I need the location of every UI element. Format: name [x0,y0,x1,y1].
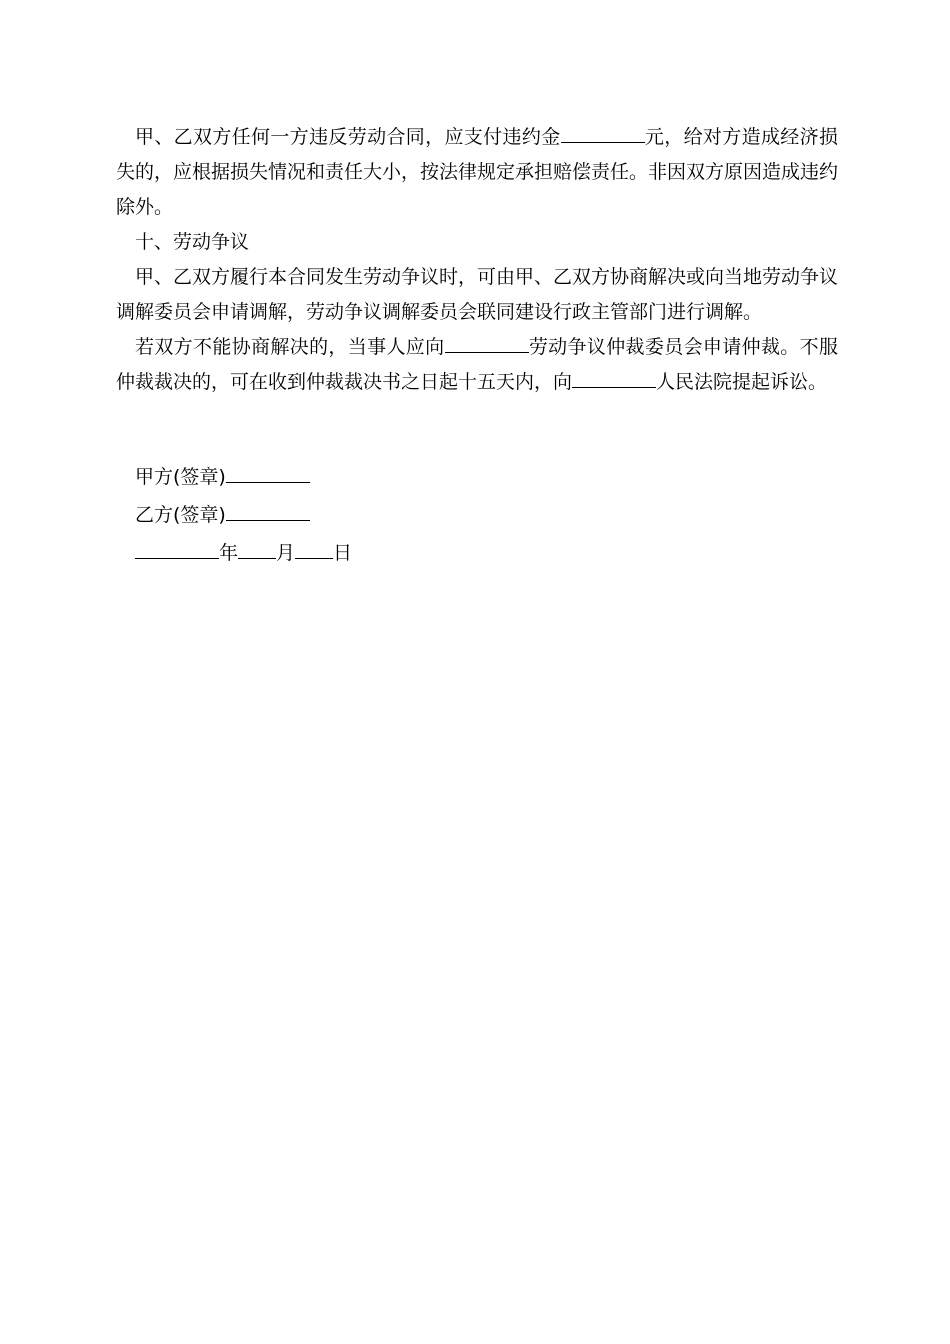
arbitration-text-part3: 人民法院提起诉讼。 [656,371,828,393]
breach-text-part2: 元，给对方造成经济损失的，应根据损失情况和责任大小，按法律规定承担赔偿责任。非因双方原因造成违约除外。 [116,126,839,218]
day-blank [295,542,333,559]
party-a-label: 甲方(签章) [135,466,226,488]
day-label: 日 [333,542,353,564]
breach-paragraph [116,120,838,225]
year-blank [135,542,219,559]
breach-text-part1: 甲、乙双方任何一方违反劳动合同，应支付违约金 [135,126,561,148]
date-line [135,534,352,572]
party-b-signature-blank [226,504,310,521]
month-label: 月 [276,542,296,564]
document-body [116,120,838,400]
signature-block [135,458,352,572]
penalty-amount-blank [561,126,645,143]
party-b-label: 乙方(签章) [135,504,226,526]
arbitration-text-part1: 若双方不能协商解决的，当事人应向 [135,336,445,358]
dispute-paragraph: 甲、乙双方履行本合同发生劳动争议时，可由甲、乙双方协商解决或向当地劳动争议调解委员会申请调解，劳动争议调解委员会联同建设行政主管部门进行调解。 [116,266,839,323]
section-heading: 十、劳动争议 [135,231,250,253]
party-a-signature-line [135,458,352,496]
party-a-signature-blank [226,466,310,483]
month-blank [238,542,276,559]
year-label: 年 [219,542,239,564]
party-b-signature-line [135,496,352,534]
arbitration-text-part2: 劳动争议仲裁委员会申请仲裁。不服仲裁裁决的，可在收到仲裁裁决书之日起十五天内，向 [116,336,838,393]
arbitration-paragraph [116,330,838,400]
arbitration-committee-blank [445,336,529,353]
court-name-blank [572,371,656,388]
